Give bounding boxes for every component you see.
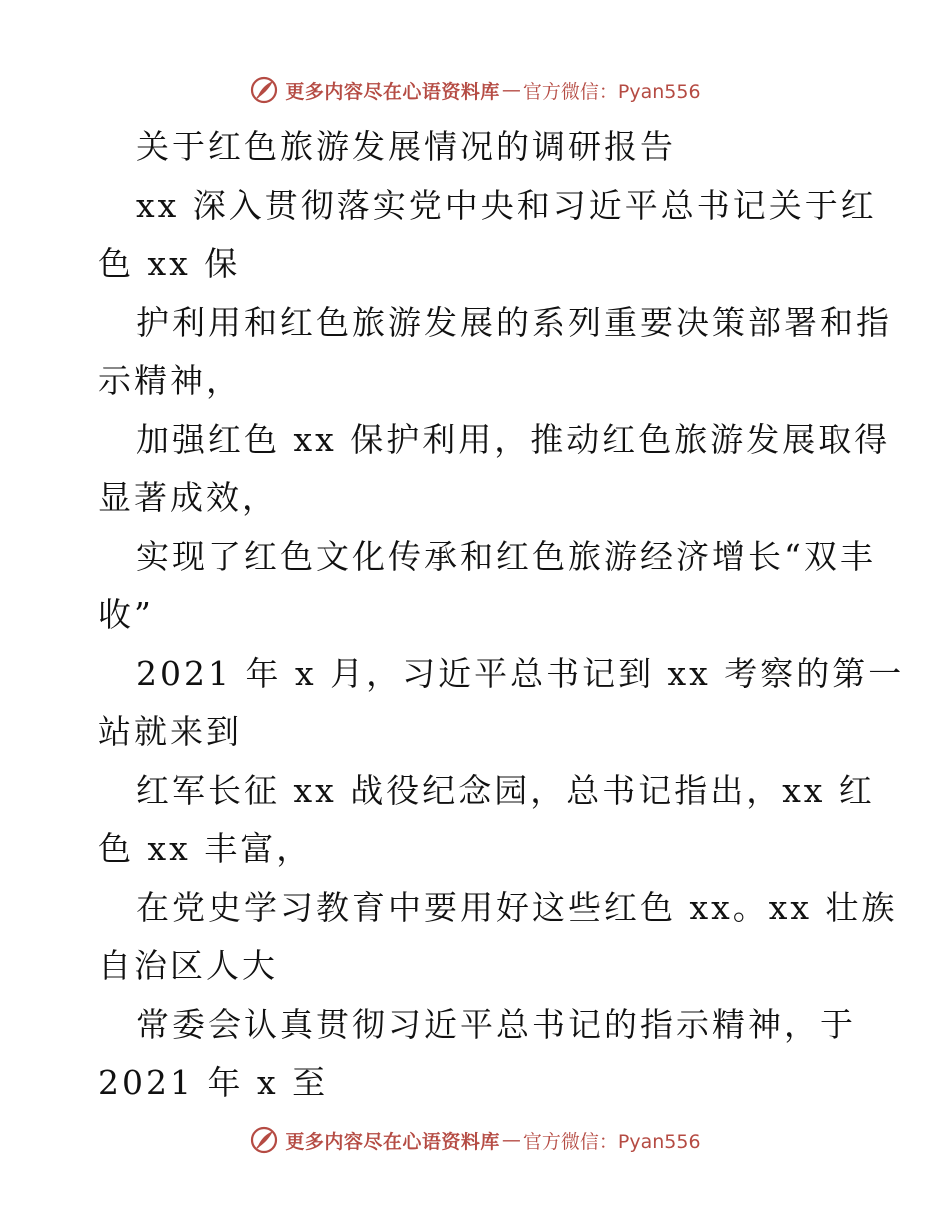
banner-site-text: 更多内容尽在心语资料库 bbox=[285, 1130, 500, 1153]
document-body bbox=[98, 118, 905, 1113]
banner-dash: — bbox=[501, 1129, 521, 1151]
document-line: 关于红色旅游发展情况的调研报告 bbox=[136, 127, 676, 166]
document-line: 在党史学习教育中要用好这些红色 xx。xx 壮族 bbox=[136, 887, 898, 927]
document-line: 常委会认真贯彻习近平总书记的指示精神，于 bbox=[136, 1004, 856, 1044]
banner-dash: — bbox=[501, 79, 521, 101]
document-line: 红军长征 xx 战役纪念园，总书记指出，xx 红 bbox=[136, 770, 875, 810]
quill-logo-icon bbox=[249, 1125, 279, 1155]
document-line: 收” bbox=[98, 595, 154, 634]
document-line: 色 xx 保 bbox=[98, 244, 241, 283]
document-line: 2021 年 x 至 bbox=[98, 1063, 329, 1102]
document-line: xx 深入贯彻落实党中央和习近平总书记关于红 bbox=[136, 185, 877, 225]
document-line: 站就来到 bbox=[98, 712, 242, 751]
document-line: 加强红色 xx 保护利用，推动红色旅游发展取得 bbox=[136, 419, 891, 459]
document-line: 实现了红色文化传承和红色旅游经济增长“双丰 bbox=[136, 536, 876, 576]
document-line: 2021 年 x 月，习近平总书记到 xx 考察的第一 bbox=[136, 653, 905, 693]
document-line: 自治区人大 bbox=[98, 946, 278, 985]
banner-site-text: 更多内容尽在心语资料库 bbox=[285, 80, 500, 103]
banner-wechat-text: 官方微信：Pyan556 bbox=[522, 1130, 701, 1153]
banner-wechat-text: 官方微信：Pyan556 bbox=[522, 80, 701, 103]
document-line: 显著成效， bbox=[98, 478, 278, 517]
quill-logo-icon bbox=[249, 75, 279, 105]
footer-watermark-banner bbox=[0, 1120, 950, 1160]
header-watermark-banner bbox=[0, 70, 950, 110]
document-line: 色 xx 丰富， bbox=[98, 829, 313, 868]
document-line: 护利用和红色旅游发展的系列重要决策部署和指 bbox=[136, 302, 892, 342]
document-line: 示精神， bbox=[98, 361, 242, 400]
